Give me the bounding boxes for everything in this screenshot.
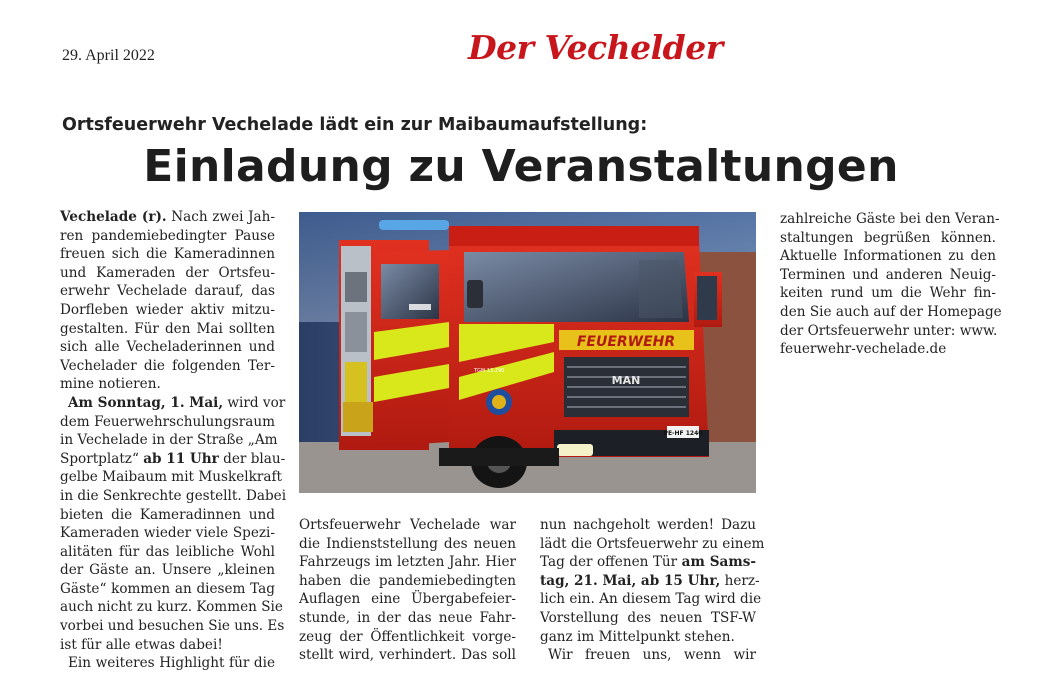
text-line: Auflagen eine Übergabefeier- bbox=[299, 591, 516, 608]
article-column-3 bbox=[540, 516, 765, 665]
text-line: vorbei und besuchen Sie uns. Es bbox=[60, 618, 285, 635]
text-line: alitäten für das leibliche Wohl bbox=[60, 543, 275, 560]
text-line: Terminen und anderen Neuig- bbox=[780, 266, 996, 283]
text-line: zeug der Öffentlichkeit vorge- bbox=[299, 628, 516, 645]
text-line: Tag der offenen Tür am Sams- bbox=[540, 554, 756, 571]
text-line: ganz im Mittelpunkt stehen. bbox=[540, 628, 735, 645]
text-line: und Kameraden der Ortsfeu- bbox=[60, 264, 275, 281]
text-line: zahlreiche Gäste bei den Veran- bbox=[780, 211, 1000, 227]
text-line: Gäste“ kommen an diesem Tag bbox=[60, 580, 275, 597]
article-headline: Einladung zu Veranstaltungen bbox=[143, 141, 899, 192]
text-line: keiten rund um die Wehr fin- bbox=[780, 285, 996, 302]
text-line: tag, 21. Mai, ab 15 Uhr, herz- bbox=[540, 572, 760, 589]
text-line: Wir freuen uns, wenn wir bbox=[548, 647, 756, 664]
text-line: stunde, in der das neue Fahr- bbox=[299, 609, 516, 626]
dateline: Vechelade (r). bbox=[60, 209, 167, 225]
article-column-4 bbox=[780, 210, 1002, 359]
text-line: Am Sonntag, 1. Mai, wird vor bbox=[68, 394, 286, 411]
event-date: Am Sonntag, 1. Mai, bbox=[68, 394, 224, 411]
text-line: Fahrzeugs im letzten Jahr. Hier bbox=[299, 554, 516, 571]
masthead-logo: Der Vechelder bbox=[468, 28, 723, 67]
text-line: mine notieren. bbox=[60, 376, 161, 393]
text-line: staltungen begrüßen können. bbox=[780, 229, 996, 246]
article-kicker: Ortsfeuerwehr Vechelade lädt ein zur Maibaumaufstellung: bbox=[62, 115, 648, 135]
text-line: lädt die Ortsfeuerwehr zu einem bbox=[540, 535, 765, 552]
text-line: der Ortsfeuerwehr unter: www. bbox=[780, 322, 998, 339]
text-line: ist für alle etwas dabei! bbox=[60, 636, 223, 653]
event-date-time: tag, 21. Mai, ab 15 Uhr, bbox=[540, 572, 721, 589]
text-line: der Gäste an. Unsere „kleinen bbox=[60, 562, 275, 579]
article-column-2 bbox=[299, 516, 516, 665]
homepage-url: feuerwehr-vechelade.de bbox=[780, 341, 947, 358]
truck-brand: MAN bbox=[611, 374, 641, 387]
text-line: Vorstellung des neuen TSF-W bbox=[540, 609, 756, 626]
text-line: Sportplatz“ ab 11 Uhr der blau- bbox=[60, 450, 286, 467]
text-line: Aktuelle Informationen zu den bbox=[780, 248, 996, 265]
text-line: Dorfleben wieder aktiv mitzu- bbox=[60, 301, 275, 318]
text-line: in Vechelade in der Straße „Am bbox=[60, 432, 278, 449]
truck-model: TGM 13.290 bbox=[474, 368, 505, 374]
text-line: in die Senkrechte gestellt. Dabei bbox=[60, 487, 287, 504]
text-line: gelbe Maibaum mit Muskelkraft bbox=[60, 469, 282, 486]
text-line: dem Feuerwehrschulungsraum bbox=[60, 413, 275, 430]
text-line: haben die pandemiebedingten bbox=[299, 572, 516, 589]
text-line: Vechelader die folgenden Ter- bbox=[60, 357, 275, 374]
text-line: den Sie auch auf der Homepage bbox=[780, 303, 1002, 320]
text-line: bieten die Kameradinnen und bbox=[60, 506, 275, 523]
text-line: nun nachgeholt werden! Dazu bbox=[540, 517, 756, 533]
text-line: lich ein. An diesem Tag wird die bbox=[540, 591, 762, 608]
fire-truck-photo bbox=[299, 212, 756, 493]
license-plate: PE-HF 1240 bbox=[663, 430, 703, 437]
issue-date: 29. April 2022 bbox=[62, 47, 155, 64]
event-time: ab 11 Uhr bbox=[143, 450, 219, 467]
event-date: am Sams- bbox=[681, 554, 756, 571]
text-line: Ortsfeuerwehr Vechelade war bbox=[299, 517, 516, 533]
text-line: Ein weiteres Highlight für die bbox=[68, 655, 275, 672]
text-line: ren pandemiebedingter Pause bbox=[60, 227, 275, 244]
text-line: Vechelade (r). Nach zwei Jah- bbox=[60, 209, 275, 225]
text-line: sich alle Vecheladerinnen und bbox=[60, 339, 275, 356]
cab-lettering: FEUERWEHR bbox=[576, 334, 676, 350]
article-column-1 bbox=[60, 208, 287, 673]
text-line: gestalten. Für den Mai sollten bbox=[60, 320, 275, 337]
text-line: die Indienststellung des neuen bbox=[299, 535, 516, 552]
text-line: freuen sich die Kameradinnen bbox=[60, 246, 275, 263]
text-line: stellt wird, verhindert. Das soll bbox=[299, 647, 516, 664]
text-line: Kameraden wieder viele Spezi- bbox=[60, 525, 275, 542]
text-line: auch nicht zu kurz. Kommen Sie bbox=[60, 599, 283, 616]
text-line: erwehr Vechelade darauf, das bbox=[60, 283, 275, 300]
